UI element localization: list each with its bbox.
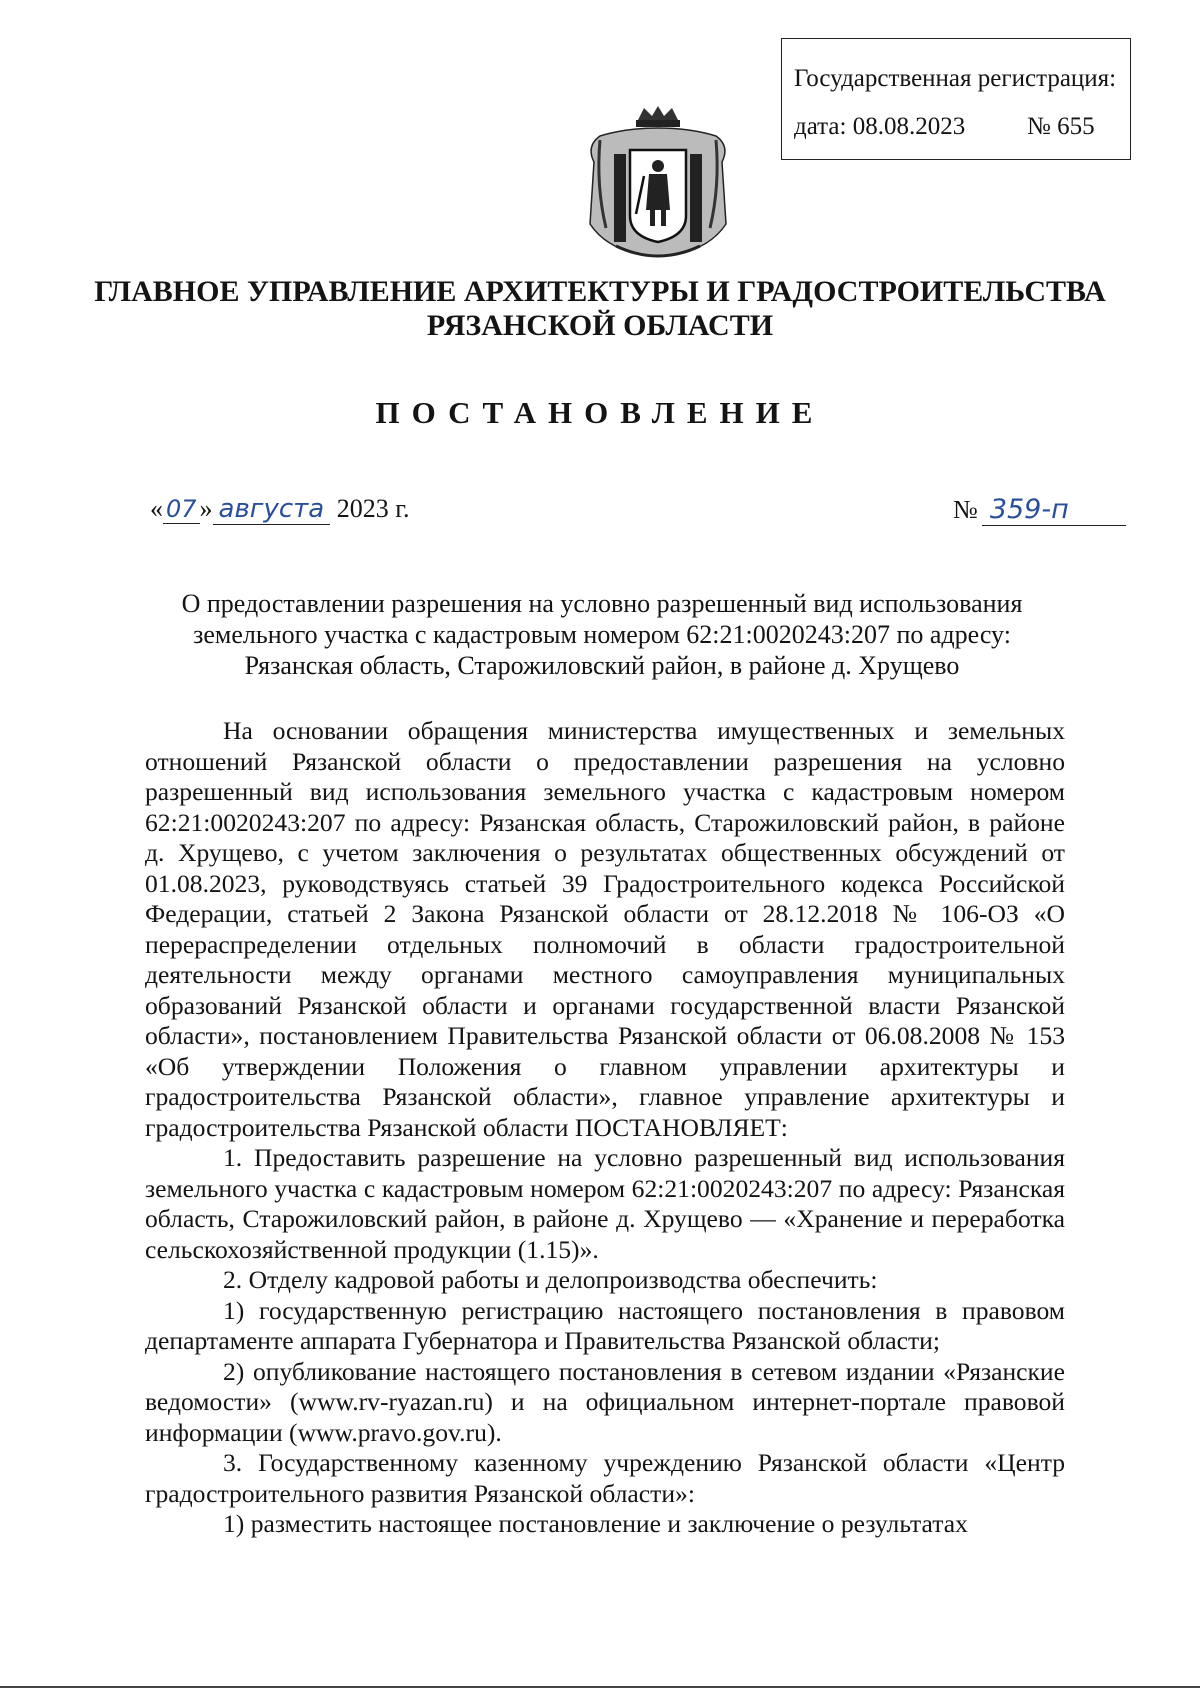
document-body — [145, 716, 1065, 1540]
registration-stamp — [781, 38, 1131, 160]
clause-1: 1. Предоставить разрешение на условно разрешенный вид использования земельного участка с кадастровым номером 62:21:0020243:207 по адресу: Рязанская область, Старожиловский район, в районе д. Хрущево — «Хранение и переработка сельскохозяйственной продукции (1.15)». — [145, 1143, 1065, 1264]
date-open-quote: « — [150, 494, 163, 523]
document-date — [150, 494, 409, 525]
document-number — [953, 494, 1126, 526]
date-month-handwritten: августа — [213, 494, 331, 525]
clause-2-item-2: 2) опубликование настоящего постановления в сетевом издании «Рязанские ведомости» (www.rv-ryazan.ru) и на официальном интернет-портале правовой информации (www.pravo.gov.ru). — [145, 1356, 1065, 1447]
date-day-handwritten: 07 — [163, 495, 200, 524]
date-close-quote: » — [199, 494, 213, 523]
organization-name-line2: РЯЗАНСКОЙ ОБЛАСТИ — [426, 309, 774, 342]
number-handwritten: 359-п — [982, 494, 1126, 526]
document-type-heading: ПОСТАНОВЛЕНИЕ — [375, 395, 825, 430]
registration-date: дата: 08.08.2023 — [794, 113, 966, 140]
ryazan-coat-of-arms-icon — [586, 106, 730, 264]
document-subject: О предоставлении разрешения на условно разрешенный вид использования земельного участка с кадастровым номером 62:21:0020243:207 по адресу: Рязанская область, Старожиловский район, в районе д. Хрущево — [181, 589, 1023, 680]
clause-2: 2. Отделу кадровой работы и делопроизводства обеспечить: — [223, 1265, 878, 1294]
number-prefix: № — [953, 495, 978, 524]
date-year: 2023 г. — [336, 494, 410, 523]
clause-2-item-1: 1) государственную регистрацию настоящего постановления в правовом департаменте аппарата Губернатора и Правительства Рязанской области; — [145, 1295, 1065, 1355]
registration-number: № 655 — [1027, 113, 1095, 140]
page-bottom-edge — [0, 1686, 1200, 1688]
clause-3-item-1: 1) разместить настоящее постановление и заключение о результатах — [223, 1509, 968, 1538]
preamble-paragraph: На основании обращения министерства имущественных и земельных отношений Рязанской области о предоставлении разрешения на условно разрешенный вид использования земельного участка с кадастровым номером 62:21:0020243:207 по адресу: Рязанская область, Старожиловский район, в районе д. Хрущево, с учетом заключения о результатах общественных обсуждений от 01.08.2023, руководствуясь статьей 39 Градостроительного кодекса Российской Федерации, статьей 2 Закона Рязанской области от 28.12.2018 № 106-ОЗ «О перераспределении отдельных полномочий в области градостроительной деятельности между органами местного самоуправления муниципальных образований Рязанской области и органами государственной власти Рязанской области», постановлением Правительства Рязанской области от 06.08.2008 № 153 «Об утверждении Положения о главном управлении архитектуры и градостроительства Рязанской области», главное управление архитектуры и градостроительства Рязанской области ПОСТАНОВЛЯЕТ: — [145, 716, 1065, 1142]
organization-name-line1: ГЛАВНОЕ УПРАВЛЕНИЕ АРХИТЕКТУРЫ И ГРАДОСТРОИТЕЛЬСТВА — [94, 275, 1106, 308]
registration-title: Государственная регистрация: — [794, 65, 1117, 92]
clause-3: 3. Государственному казенному учреждению Рязанской области «Центр градостроительного развития Рязанской области»: — [145, 1448, 1065, 1508]
